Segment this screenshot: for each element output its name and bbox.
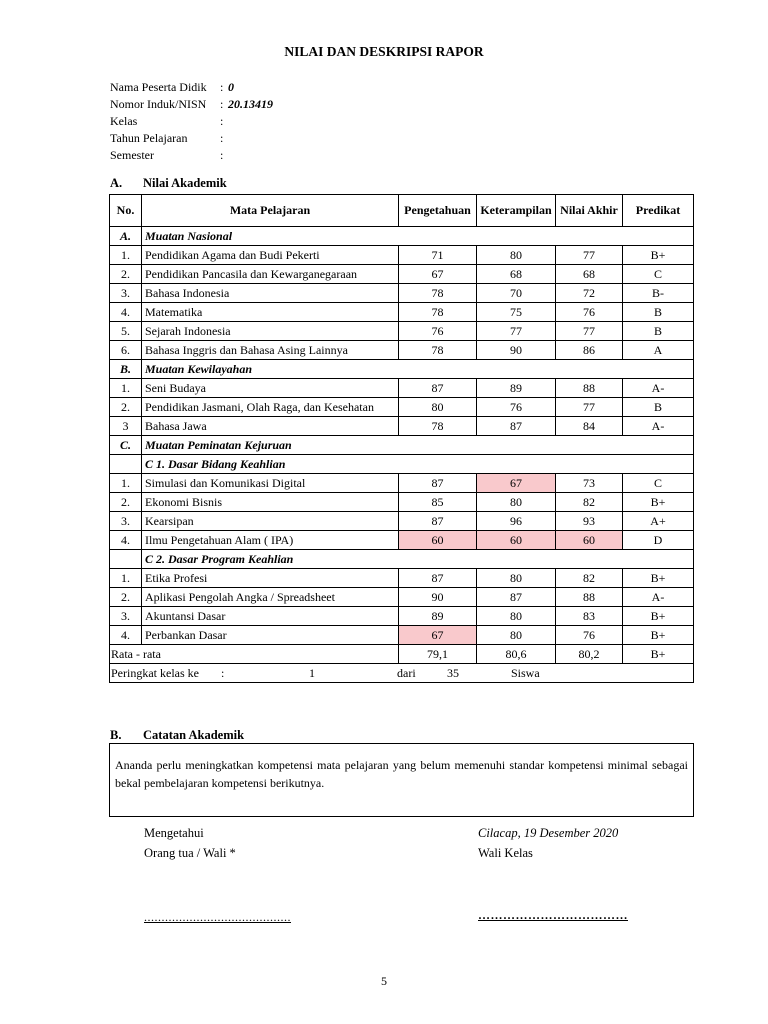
- section-a-heading: [110, 176, 227, 191]
- row-knowledge: 80: [399, 398, 477, 417]
- subgroup-row-c2: [110, 550, 694, 569]
- row-no: 1.: [110, 379, 142, 398]
- row-predicate: C: [623, 474, 694, 493]
- row-knowledge: 78: [399, 284, 477, 303]
- row-no: 1.: [110, 246, 142, 265]
- average-final: 80,2: [556, 645, 623, 664]
- row-knowledge: 87: [399, 512, 477, 531]
- group-label: Muatan Peminatan Kejuruan: [142, 436, 694, 455]
- row-knowledge: 67: [399, 265, 477, 284]
- row-subject: Etika Profesi: [142, 569, 399, 588]
- header-skills: Keterampilan: [477, 195, 556, 227]
- page-title: NILAI DAN DESKRIPSI RAPOR: [284, 44, 484, 59]
- row-predicate: B+: [623, 493, 694, 512]
- row-predicate: B: [623, 303, 694, 322]
- section-title: Nilai Akademik: [143, 176, 227, 190]
- student-identity: [110, 79, 273, 164]
- row-final: 76: [556, 626, 623, 645]
- header-no: No.: [110, 195, 142, 227]
- identity-colon: :: [220, 80, 224, 94]
- row-skills: 68: [477, 265, 556, 284]
- row-subject: Ekonomi Bisnis: [142, 493, 399, 512]
- average-label: Rata - rata: [110, 645, 399, 664]
- row-skills: 67: [477, 474, 556, 493]
- row-no: 1.: [110, 474, 142, 493]
- average-predicate: B+: [623, 645, 694, 664]
- table-row: [110, 265, 694, 284]
- row-knowledge: 78: [399, 303, 477, 322]
- row-no: 1.: [110, 569, 142, 588]
- row-subject: Ilmu Pengetahuan Alam ( IPA): [142, 531, 399, 550]
- academic-note: Ananda perlu meningkatkan kompetensi mata pelajaran yang belum memenuhi standar kompetensi minimal sebagai bekal pembelajaran kompetensi berikutnya.: [109, 743, 694, 817]
- group-row-vocational: [110, 436, 694, 455]
- row-no: 3.: [110, 284, 142, 303]
- row-final: 77: [556, 322, 623, 341]
- row-final: 88: [556, 379, 623, 398]
- grades-table: [109, 194, 694, 683]
- group-no: A.: [110, 227, 142, 246]
- page-number: 5: [381, 974, 387, 988]
- row-final: 82: [556, 569, 623, 588]
- subgroup-label: C 2. Dasar Program Keahlian: [142, 550, 694, 569]
- row-final: 72: [556, 284, 623, 303]
- row-no: 6.: [110, 341, 142, 360]
- row-skills: 87: [477, 417, 556, 436]
- rank-value: 1: [309, 665, 315, 680]
- row-knowledge: 89: [399, 607, 477, 626]
- identity-label: Nomor Induk/NISN: [110, 97, 207, 111]
- row-no: 2.: [110, 493, 142, 512]
- row-knowledge: 76: [399, 322, 477, 341]
- header-subject: Mata Pelajaran: [142, 195, 399, 227]
- table-row: [110, 607, 694, 626]
- row-final: 82: [556, 493, 623, 512]
- table-row: [110, 303, 694, 322]
- identity-colon: :: [220, 131, 224, 145]
- place-date: Cilacap, 19 Desember 2020: [478, 826, 619, 840]
- row-subject: Kearsipan: [142, 512, 399, 531]
- row-subject: Aplikasi Pengolah Angka / Spreadsheet: [142, 588, 399, 607]
- row-predicate: A-: [623, 417, 694, 436]
- row-knowledge: 85: [399, 493, 477, 512]
- row-skills: 80: [477, 569, 556, 588]
- row-skills: 77: [477, 322, 556, 341]
- row-no: 2.: [110, 588, 142, 607]
- rank-row: [110, 664, 694, 683]
- row-subject: Bahasa Indonesia: [142, 284, 399, 303]
- parent-label: Orang tua / Wali *: [144, 846, 236, 860]
- row-skills: 90: [477, 341, 556, 360]
- row-predicate: A: [623, 341, 694, 360]
- row-subject: Pendidikan Jasmani, Olah Raga, dan Kesehatan: [142, 398, 399, 417]
- identity-colon: :: [220, 97, 224, 111]
- row-final: 83: [556, 607, 623, 626]
- table-row: [110, 398, 694, 417]
- row-skills: 60: [477, 531, 556, 550]
- row-knowledge: 87: [399, 474, 477, 493]
- row-no: 3: [110, 417, 142, 436]
- row-final: 86: [556, 341, 623, 360]
- row-no: 4.: [110, 303, 142, 322]
- row-predicate: A-: [623, 379, 694, 398]
- rank-colon: :: [221, 665, 225, 680]
- row-subject: Bahasa Jawa: [142, 417, 399, 436]
- table-row: [110, 322, 694, 341]
- row-knowledge: 78: [399, 341, 477, 360]
- row-skills: 76: [477, 398, 556, 417]
- table-header-row: [110, 195, 694, 227]
- table-row: [110, 474, 694, 493]
- table-row: [110, 588, 694, 607]
- row-skills: 89: [477, 379, 556, 398]
- row-predicate: B-: [623, 284, 694, 303]
- table-row: [110, 246, 694, 265]
- row-skills: 80: [477, 626, 556, 645]
- row-predicate: B+: [623, 569, 694, 588]
- row-knowledge: 78: [399, 417, 477, 436]
- row-predicate: C: [623, 265, 694, 284]
- row-knowledge: 90: [399, 588, 477, 607]
- identity-row-class: [110, 113, 273, 130]
- header-final: Nilai Akhir: [556, 195, 623, 227]
- group-label: Muatan Kewilayahan: [142, 360, 694, 379]
- row-skills: 80: [477, 493, 556, 512]
- rank-total: 35: [447, 665, 459, 680]
- average-skills: 80,6: [477, 645, 556, 664]
- row-predicate: B+: [623, 626, 694, 645]
- group-label: Muatan Nasional: [142, 227, 694, 246]
- subgroup-label: C 1. Dasar Bidang Keahlian: [142, 455, 694, 474]
- subgroup-no: [110, 550, 142, 569]
- group-no: B.: [110, 360, 142, 379]
- rank-label: Peringkat kelas ke: [111, 665, 199, 680]
- row-knowledge: 67: [399, 626, 477, 645]
- identity-label: Tahun Pelajaran: [110, 131, 188, 145]
- row-knowledge: 60: [399, 531, 477, 550]
- row-predicate: D: [623, 531, 694, 550]
- identity-row-semester: [110, 147, 273, 164]
- section-letter: B.: [110, 728, 122, 742]
- row-no: 5.: [110, 322, 142, 341]
- row-final: 76: [556, 303, 623, 322]
- row-final: 77: [556, 246, 623, 265]
- row-predicate: A+: [623, 512, 694, 531]
- table-row: [110, 417, 694, 436]
- row-knowledge: 87: [399, 569, 477, 588]
- row-final: 68: [556, 265, 623, 284]
- table-row: [110, 493, 694, 512]
- table-row: [110, 341, 694, 360]
- group-row-national: [110, 227, 694, 246]
- table-row: [110, 379, 694, 398]
- header-knowledge: Pengetahuan: [399, 195, 477, 227]
- row-skills: 80: [477, 607, 556, 626]
- row-skills: 87: [477, 588, 556, 607]
- average-row: [110, 645, 694, 664]
- identity-colon: :: [220, 114, 224, 128]
- row-no: 2.: [110, 398, 142, 417]
- subgroup-no: [110, 455, 142, 474]
- row-skills: 75: [477, 303, 556, 322]
- row-subject: Matematika: [142, 303, 399, 322]
- identity-row-year: [110, 130, 273, 147]
- identity-row-nisn: [110, 96, 273, 113]
- row-predicate: B: [623, 398, 694, 417]
- row-predicate: B: [623, 322, 694, 341]
- row-no: 4.: [110, 626, 142, 645]
- table-row: [110, 531, 694, 550]
- row-skills: 96: [477, 512, 556, 531]
- parent-signature-line: ..........................................: [144, 910, 291, 924]
- row-no: 2.: [110, 265, 142, 284]
- row-final: 84: [556, 417, 623, 436]
- row-skills: 80: [477, 246, 556, 265]
- homeroom-label: Wali Kelas: [478, 846, 533, 860]
- identity-colon: :: [220, 148, 224, 162]
- row-final: 88: [556, 588, 623, 607]
- identity-label: Kelas: [110, 114, 138, 128]
- row-final: 77: [556, 398, 623, 417]
- row-final: 60: [556, 531, 623, 550]
- row-predicate: B+: [623, 246, 694, 265]
- identity-label: Semester: [110, 148, 154, 162]
- identity-value: 20.13419: [228, 97, 273, 111]
- row-subject: Sejarah Indonesia: [142, 322, 399, 341]
- table-row: [110, 569, 694, 588]
- row-no: 3.: [110, 512, 142, 531]
- row-skills: 70: [477, 284, 556, 303]
- row-subject: Bahasa Inggris dan Bahasa Asing Lainnya: [142, 341, 399, 360]
- table-row: [110, 512, 694, 531]
- parent-signature-block: [144, 823, 236, 863]
- section-letter: A.: [110, 176, 123, 190]
- header-predicate: Predikat: [623, 195, 694, 227]
- row-final: 93: [556, 512, 623, 531]
- row-final: 73: [556, 474, 623, 493]
- group-no: C.: [110, 436, 142, 455]
- row-predicate: A-: [623, 588, 694, 607]
- subgroup-row-c1: [110, 455, 694, 474]
- acknowledge-label: Mengetahui: [144, 826, 204, 840]
- teacher-signature-block: [478, 823, 618, 863]
- row-subject: Simulasi dan Komunikasi Digital: [142, 474, 399, 493]
- row-subject: Pendidikan Pancasila dan Kewarganegaraan: [142, 265, 399, 284]
- identity-row-name: [110, 79, 273, 96]
- row-subject: Seni Budaya: [142, 379, 399, 398]
- row-subject: Akuntansi Dasar: [142, 607, 399, 626]
- row-no: 3.: [110, 607, 142, 626]
- rank-unit: Siswa: [511, 665, 540, 680]
- section-b-heading: [110, 728, 244, 743]
- row-knowledge: 87: [399, 379, 477, 398]
- average-knowledge: 79,1: [399, 645, 477, 664]
- row-subject: Pendidikan Agama dan Budi Pekerti: [142, 246, 399, 265]
- section-title: Catatan Akademik: [143, 728, 245, 742]
- rank-cell: [110, 664, 694, 683]
- group-row-regional: [110, 360, 694, 379]
- row-predicate: B+: [623, 607, 694, 626]
- table-row: [110, 626, 694, 645]
- row-subject: Perbankan Dasar: [142, 626, 399, 645]
- row-no: 4.: [110, 531, 142, 550]
- teacher-signature-line: ………………………………: [478, 908, 628, 922]
- identity-label: Nama Peserta Didik: [110, 80, 207, 94]
- rank-of: dari: [397, 665, 416, 680]
- row-knowledge: 71: [399, 246, 477, 265]
- table-row: [110, 284, 694, 303]
- identity-value: 0: [228, 80, 234, 94]
